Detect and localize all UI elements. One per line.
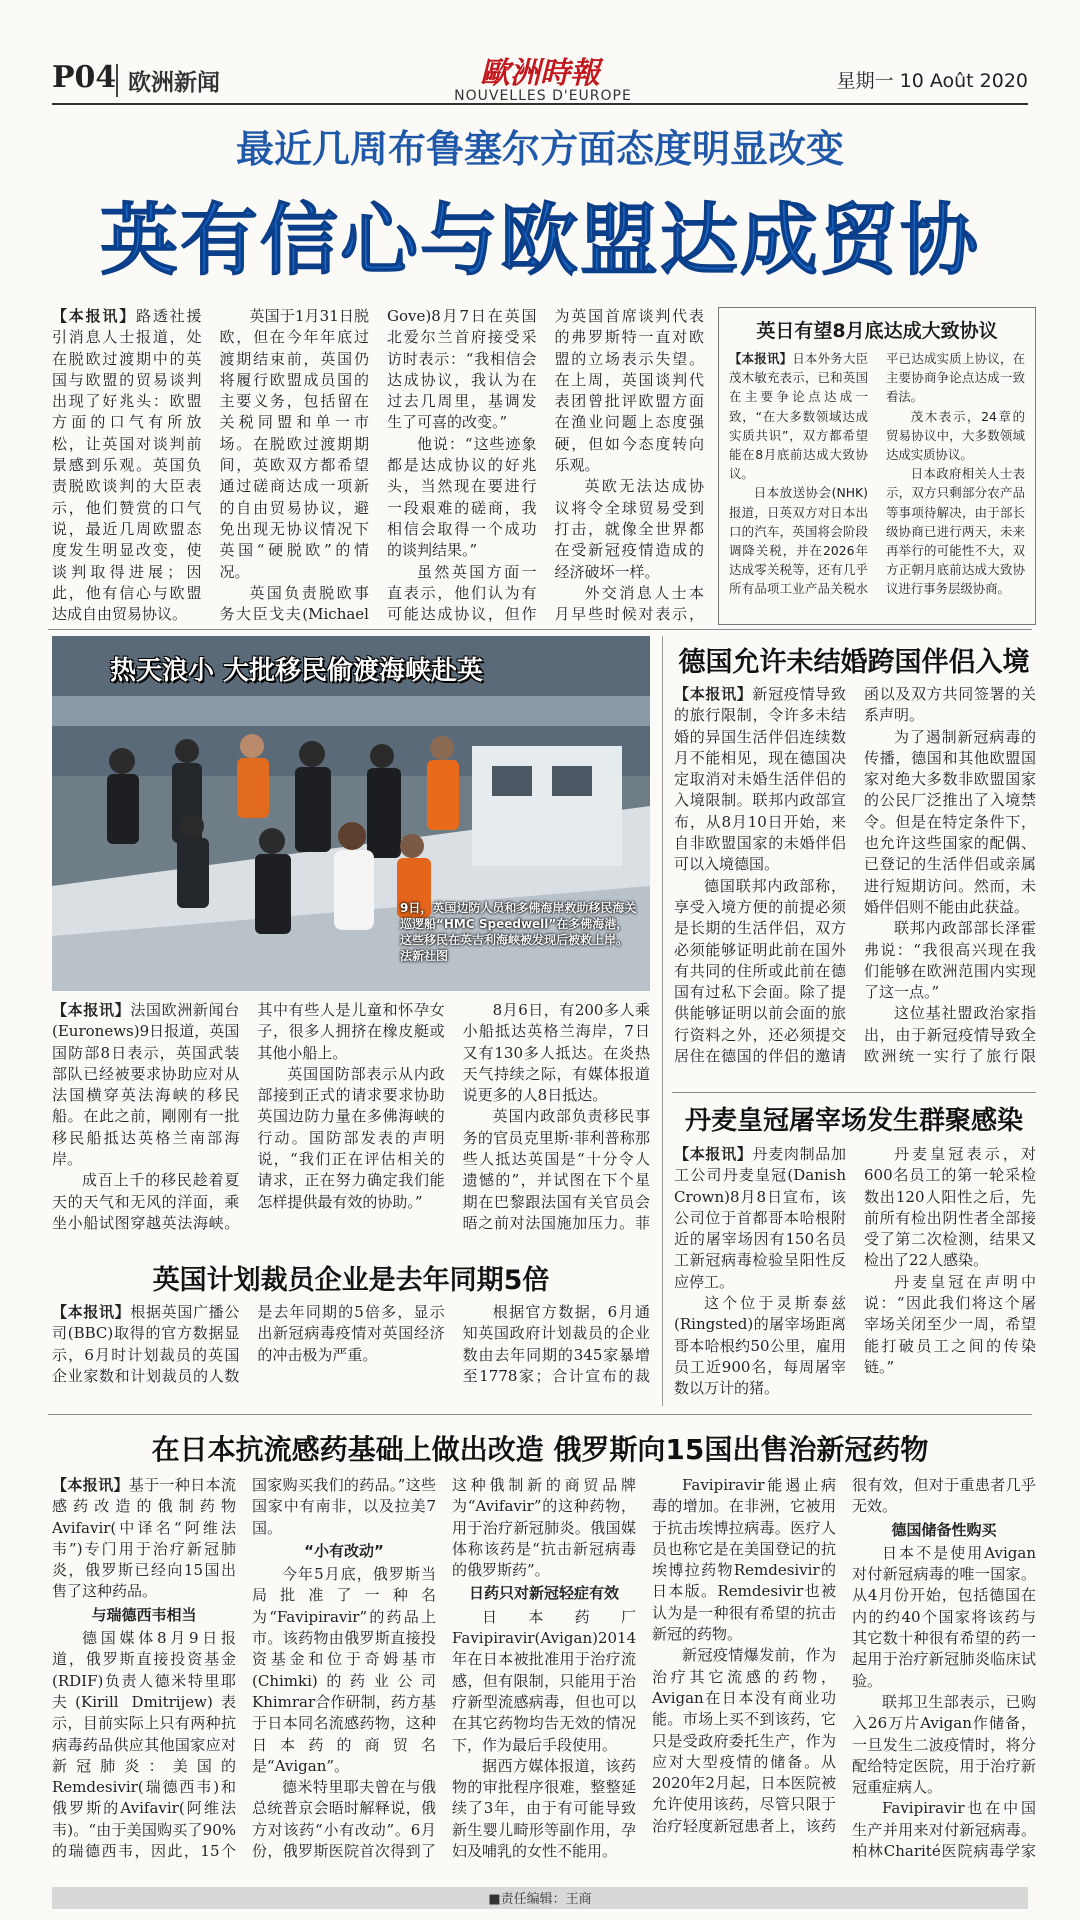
russia-subheading: 德国储备性购买 <box>891 1520 997 1539</box>
germany-paragraph: 【本报讯】新冠疫情导致的旅行限制，令许多未结婚的异国生活伴侣连续数月不能相见，现在德国决定取消对未婚生活伴侣的入境限制。联邦内政部宣布，从8月10日开始，来自非欧盟国家的未婚伴侣可以入境德国。 <box>674 685 846 874</box>
newspaper-logo-subtitle: NOUVELLES D'EUROPE <box>454 88 632 104</box>
story-tag: 【本报讯】 <box>52 1476 129 1494</box>
page-number: P04 <box>52 60 117 95</box>
lead-paragraph: 英国负责脱欧事务大臣戈夫(Michael Gove)8月7日在英国北爱尔兰首府接受采访时表示：“我相信会达成协议，我认为在过去几周里，基调发生了可喜的改变。” <box>219 307 537 624</box>
russia-headline: 在日本抗流感药基础上做出改造 俄罗斯向15国出售治新冠药物 <box>151 1433 929 1466</box>
lead-paragraph: 虽然英国方面一直表示，他们认为有可能达成协议，但作为英国首席谈判代表的弗罗斯特一直对欧盟的立场表示失望。在上周，英国谈判代表团曾批评欧盟方面在渔业问题上态度强硬，但如今态度转向乐观。 <box>387 307 704 624</box>
photo-caption: 9日，英国边防人员和多佛海岸救助移民海关巡逻船“HMC Speedwell”在多佛海港，这些移民在英吉利海峡被发现后被救上岸。 法新社图 <box>400 901 637 963</box>
russia-paragraph: 日本不是使用Avigan对付新冠病毒的唯一国家。从4月份开始，包括德国在内的约40个国家将该药与其它数十种很有希望的药一起用于治疗新冠肺炎临床试验。 <box>852 1543 1036 1690</box>
lead-story-body <box>52 306 704 628</box>
denmark-paragraph: 【本报讯】丹麦肉制品加工公司丹麦皇冠(Danish Crown)8月8日宣布，该公司位于首都哥本哈根附近的屠宰场因有150名员工新冠病毒检验呈阳性反应停工。 <box>674 1145 846 1291</box>
germany-paragraph: 这位基社盟政治家指出，由于新冠疫情导致全欧洲统一实行了旅行限 <box>864 1004 1036 1066</box>
denmark-headline: 丹麦皇冠屠宰场发生群聚感染 <box>684 1106 1023 1136</box>
germany-headline: 德国允许未结婚跨国伴侣入境 <box>678 647 1030 678</box>
lead-paragraph: 英欧无法达成协议将令全球贸易受到打击，就像全世界都在受新冠疫情造成的经济破坏一样。 <box>554 477 704 581</box>
lead-paragraph: 外交消息人士本月早些时候对表示， <box>554 583 704 624</box>
russia-paragraph: 德米特里耶夫曾在与俄总统普京会晤时解释说，俄方对该药“小有改动”。6月份，俄罗斯医院首次得到了这种俄制新的商贸品牌为“Avifavir”的这种药物，用于治疗新冠肺炎。俄国媒体称该药是“抗击新冠病毒的俄罗斯药”。 <box>252 1476 636 1861</box>
section-divider <box>48 629 1032 630</box>
japan-box-body <box>729 349 1025 611</box>
newspaper-logo: 歐洲時報 <box>480 56 600 91</box>
germany-paragraph: 联邦内政部部长泽霍弗说：“我很高兴现在我们能够在欧洲范围内实现了这一点。” <box>864 919 1036 1002</box>
migrant-paragraph: 成百上千的移民趁着夏天的天气和无风的洋面，乘坐小船试图穿越英法海峡。其中有些人是儿童和怀孕女子，很多人拥挤在橡皮艇或其他小船上。 <box>52 1001 445 1232</box>
germany-story-body <box>674 684 1036 1084</box>
story-tag: 【本报讯】 <box>674 1145 753 1163</box>
story-tag: 【本报讯】 <box>52 1001 131 1019</box>
issue-date: 星期一 10 Août 2020 <box>836 70 1028 92</box>
migrant-headline: 热天浪小 大批移民偷渡海峡赴英 <box>110 656 484 686</box>
migrant-story-body <box>52 1000 650 1250</box>
editor-credit: ■责任编辑：王商 <box>488 1892 592 1907</box>
japan-paragraph: 日本政府相关人士表示，双方只剩部分农产品等事项待解决，由于部长级协商已进行两天，未来再举行的可能性不大，双方正朝月底前达成大致协议进行事务层级协商。 <box>886 466 1025 597</box>
russia-paragraph: 日本药厂Favipiravir(Avigan)2014年在日本被批准用于治疗流感，但有限制，只能用于治疗新型流感病毒，但也可以在其它药物均告无效的情况下，作为最后手段使用。 <box>452 1607 637 1754</box>
russia-paragraph: Favipiravir能遏止病毒的增加。在非洲，它被用于抗击埃博拉病毒。医疗人员也称它是在美国登记的抗埃博拉药物Remdesivir的日本版。Remdesivir也被认为是一种很有希望的抗击新冠的药物。 <box>652 1476 836 1644</box>
story-tag: 【本报讯】 <box>729 351 793 366</box>
migrant-paragraph: 8月6日，有200多人乘小船抵达英格兰海岸，7日又有130多人抵达。在炎热天气持续之际，有媒体报道说更多的人8日抵达。 <box>462 1001 650 1105</box>
section-divider <box>48 1414 1032 1415</box>
russia-paragraph: Favipiravir也在中国生产并用来对付新冠病毒。柏林Charité医院病毒学家 <box>852 1799 1036 1861</box>
denmark-paragraph: 这个位于灵斯泰兹(Ringsted)的屠宰场距离哥本哈根约50公里，雇用员工近900名，每周屠宰数以万计的猪。 <box>674 1294 846 1398</box>
denmark-paragraph: 丹麦皇冠表示，对600名员工的第一轮采检数出120人阳性之后，先前所有检出阴性者全部接受了第二次检测，结果又检出了22人感染。 <box>864 1145 1036 1270</box>
russia-paragraph: 新冠疫情爆发前，作为治疗其它流感的药物，Avigan在日本没有商业功能。市场上买不到该药，它只是受政府委托生产，作为应对大型疫情的储备。从2020年2月起，日本医院被允许使用该药，尽管只限于治疗轻度新冠患者上，该药很有效，但对于重患者几乎无效。 <box>652 1476 1036 1835</box>
layoffs-paragraph: 根据官方数据，6月通知英国政府计划裁员的企业数由去年同期的345家暴增至1778家；合计宣布的裁 <box>462 1303 650 1385</box>
lead-paragraph: 【本报讯】路透社援引消息人士报道，处在脱欧过渡期中的英国与欧盟的贸易谈判出现了好兆头：欧盟方面的口气有所放松，让英国对谈判前景感到乐观。英国负责脱欧谈判的大臣表示，他们赞赏的口气说，最近几周欧盟态度发生明显改变，使谈判取得进展；因此，他有信心与欧盟达成自由贸易协议。 <box>52 307 202 624</box>
lead-headline: 英有信心与欧盟达成贸协 <box>99 196 980 286</box>
japan-paragraph: 茂木表示，24章的贸易协议中，大多数领域达成实质协议。 <box>886 408 1025 463</box>
photo-credit: 法新社图 <box>400 949 449 963</box>
section-divider <box>672 1092 1036 1093</box>
denmark-story-body <box>674 1144 1036 1406</box>
migrant-paragraph: 【本报讯】法国欧洲新闻台(Euronews)9日报道，英国国防部8日表示，英国武装部队已经被要求协助应对从法国横穿英法海峡的移民船。在此之前，剛刚有一批移民船抵达英格兰南部海岸。 <box>52 1001 240 1169</box>
russia-subheading: “小有改动” <box>304 1541 384 1560</box>
story-tag: 【本报讯】 <box>52 1303 131 1321</box>
section-name: 欧洲新闻 <box>116 64 220 97</box>
migrant-paragraph: 英国国防部表示从内政部接到正式的请求要求协助英国边防力量在多佛海峡的行动。国防部发表的声明说，“我们正在评估相关的请求，正在努力确定我们能怎样提供最有效的协助。” <box>257 1064 445 1211</box>
russia-paragraph: 据西方媒体报道，该药物的审批程序很难，整整延续了3年，由于有可能导致新生婴儿畸形等副作用，孕妇及哺乳的女性不能用。 <box>452 1756 636 1861</box>
lead-paragraph: 他说：“这些迹象都是达成协议的好兆头，当然现在要进行一段艰难的磋商，我相信会取得一个成功的谈判结果。” <box>387 434 537 560</box>
column-divider <box>662 636 663 1406</box>
russia-paragraph: 德国媒体8月9日报道，俄罗斯直接投资基金(RDIF)负责人德米特里耶夫(Kirill Dmitrijew)表示，目前实际上只有两种抗病毒药品供应其他国家应对新冠肺炎：美国的Remdesivir(瑞德西韦)和俄罗斯的Avifavir(阿维法韦)。“由于美国购买了90%的瑞德西韦，因此，15个国家购买我们的药品。”这些国家中有南非，以及拉美7国。 <box>52 1476 436 1861</box>
lead-subheadline: 最近几周布鲁塞尔方面态度明显改变 <box>235 127 844 171</box>
layoffs-paragraph: 【本报讯】根据英国广播公司(BBC)取得的官方数据显示，6月时计划裁员的英国企业家数和计划裁员的人数是去年同期的5倍多，显示出新冠病毒疫情对英国经济的冲击极为严重。 <box>52 1303 445 1385</box>
germany-paragraph: 德国联邦内政部称，享受入境方便的前提必须是长期的生活伴侣，双方必须能够证明此前在国外有共同的住所或此前在德国有过私下会面。除了提供能够证明以前会面的旅行资料之外，还必须提交居住在德国的伴侣的邀请函以及双方共同签署的关系声明。 <box>674 685 1036 1066</box>
layoffs-headline: 英国计划裁员企业是去年同期5倍 <box>152 1265 550 1296</box>
russia-story-body <box>52 1475 1036 1877</box>
story-tag: 【本报讯】 <box>674 685 753 703</box>
japan-box-title: 英日有望8月底达成大致协议 <box>756 320 998 342</box>
story-tag: 【本报讯】 <box>52 307 137 325</box>
japan-sidebar-box <box>718 307 1036 625</box>
denmark-paragraph: 丹麦皇冠在声明中说：“因此我们将这个屠宰场关闭至少一周，希望能打破员工之间的传染链。” <box>864 1272 1036 1376</box>
migrant-paragraph: 英国内政部负责移民事务的官员克里斯·菲利普称那些人抵达英国是“十分令人遗憾的”，并试图在下个星期在巴黎跟法国有关官员会晤之前对法国施加压力。菲 <box>462 1107 650 1232</box>
japan-paragraph: 【本报讯】日本外务大臣茂木敏充表示，已和英国在主要争论点达成一致，“在大多数领域达成实质共识”，双方都希望能在8月底前达成大致协议。 <box>729 351 869 482</box>
russia-subheading: 与瑞德西韦相当 <box>91 1605 197 1624</box>
header-rule <box>52 103 1028 105</box>
germany-paragraph: 为了遏制新冠病毒的传播，德国和其他欧盟国家对绝大多数非欧盟国家的公民厂泛推出了入境禁令。但是在特定条件下，也允许这些国家的配偶、已登记的生活伴侣或亲属进行短期访问。然而，未婚伴侣则不能由此获益。 <box>864 727 1036 916</box>
japan-paragraph: 日本放送协会(NHK)报道，日英双方对日本出口的汽车，英国将会阶段调降关税，并在2026年达成零关税等，还有几乎所有品项工业产品关税水平已达成实质上协议，在主要协商争论点达成一致看法。 <box>729 351 1025 597</box>
russia-paragraph: 【本报讯】基于一种日本流感药改造的俄制药物Avifavir(中译名“阿维法韦”)专门用于治疗新冠肺炎，俄罗斯已经向15国出售了这种药品。 <box>52 1476 236 1601</box>
russia-subheading: 日药只对新冠轻症有效 <box>468 1584 619 1603</box>
russia-paragraph: 联邦卫生部表示，已购入26万片Avigan作储备，一旦发生二波疫情时，将分配给特定医院，用于治疗新冠重症病人。 <box>852 1692 1036 1797</box>
russia-paragraph: 今年5月底，俄罗斯当局批准了一种名为“Favipiravir”的药品上市。该药物由俄罗斯直接投资基金和位于奇姆基市(Chimki)的药业公司Khimrar合作研制，药方基于日本同名流感药物，这种日本药的商贸名是“Avigan”。 <box>252 1565 436 1775</box>
layoffs-story-body <box>52 1302 650 1404</box>
lead-paragraph: 英国于1月31日脱欧，但在今年年底过渡期结束前，英国仍将履行欧盟成员国的主要义务，包括留在关税同盟和单一市场。在脱欧过渡期期间，英欧双方都希望通过磋商达成一项新的自由贸易协议，避免出现无协议情况下英国“硬脱欧”的情况。 <box>219 307 369 581</box>
